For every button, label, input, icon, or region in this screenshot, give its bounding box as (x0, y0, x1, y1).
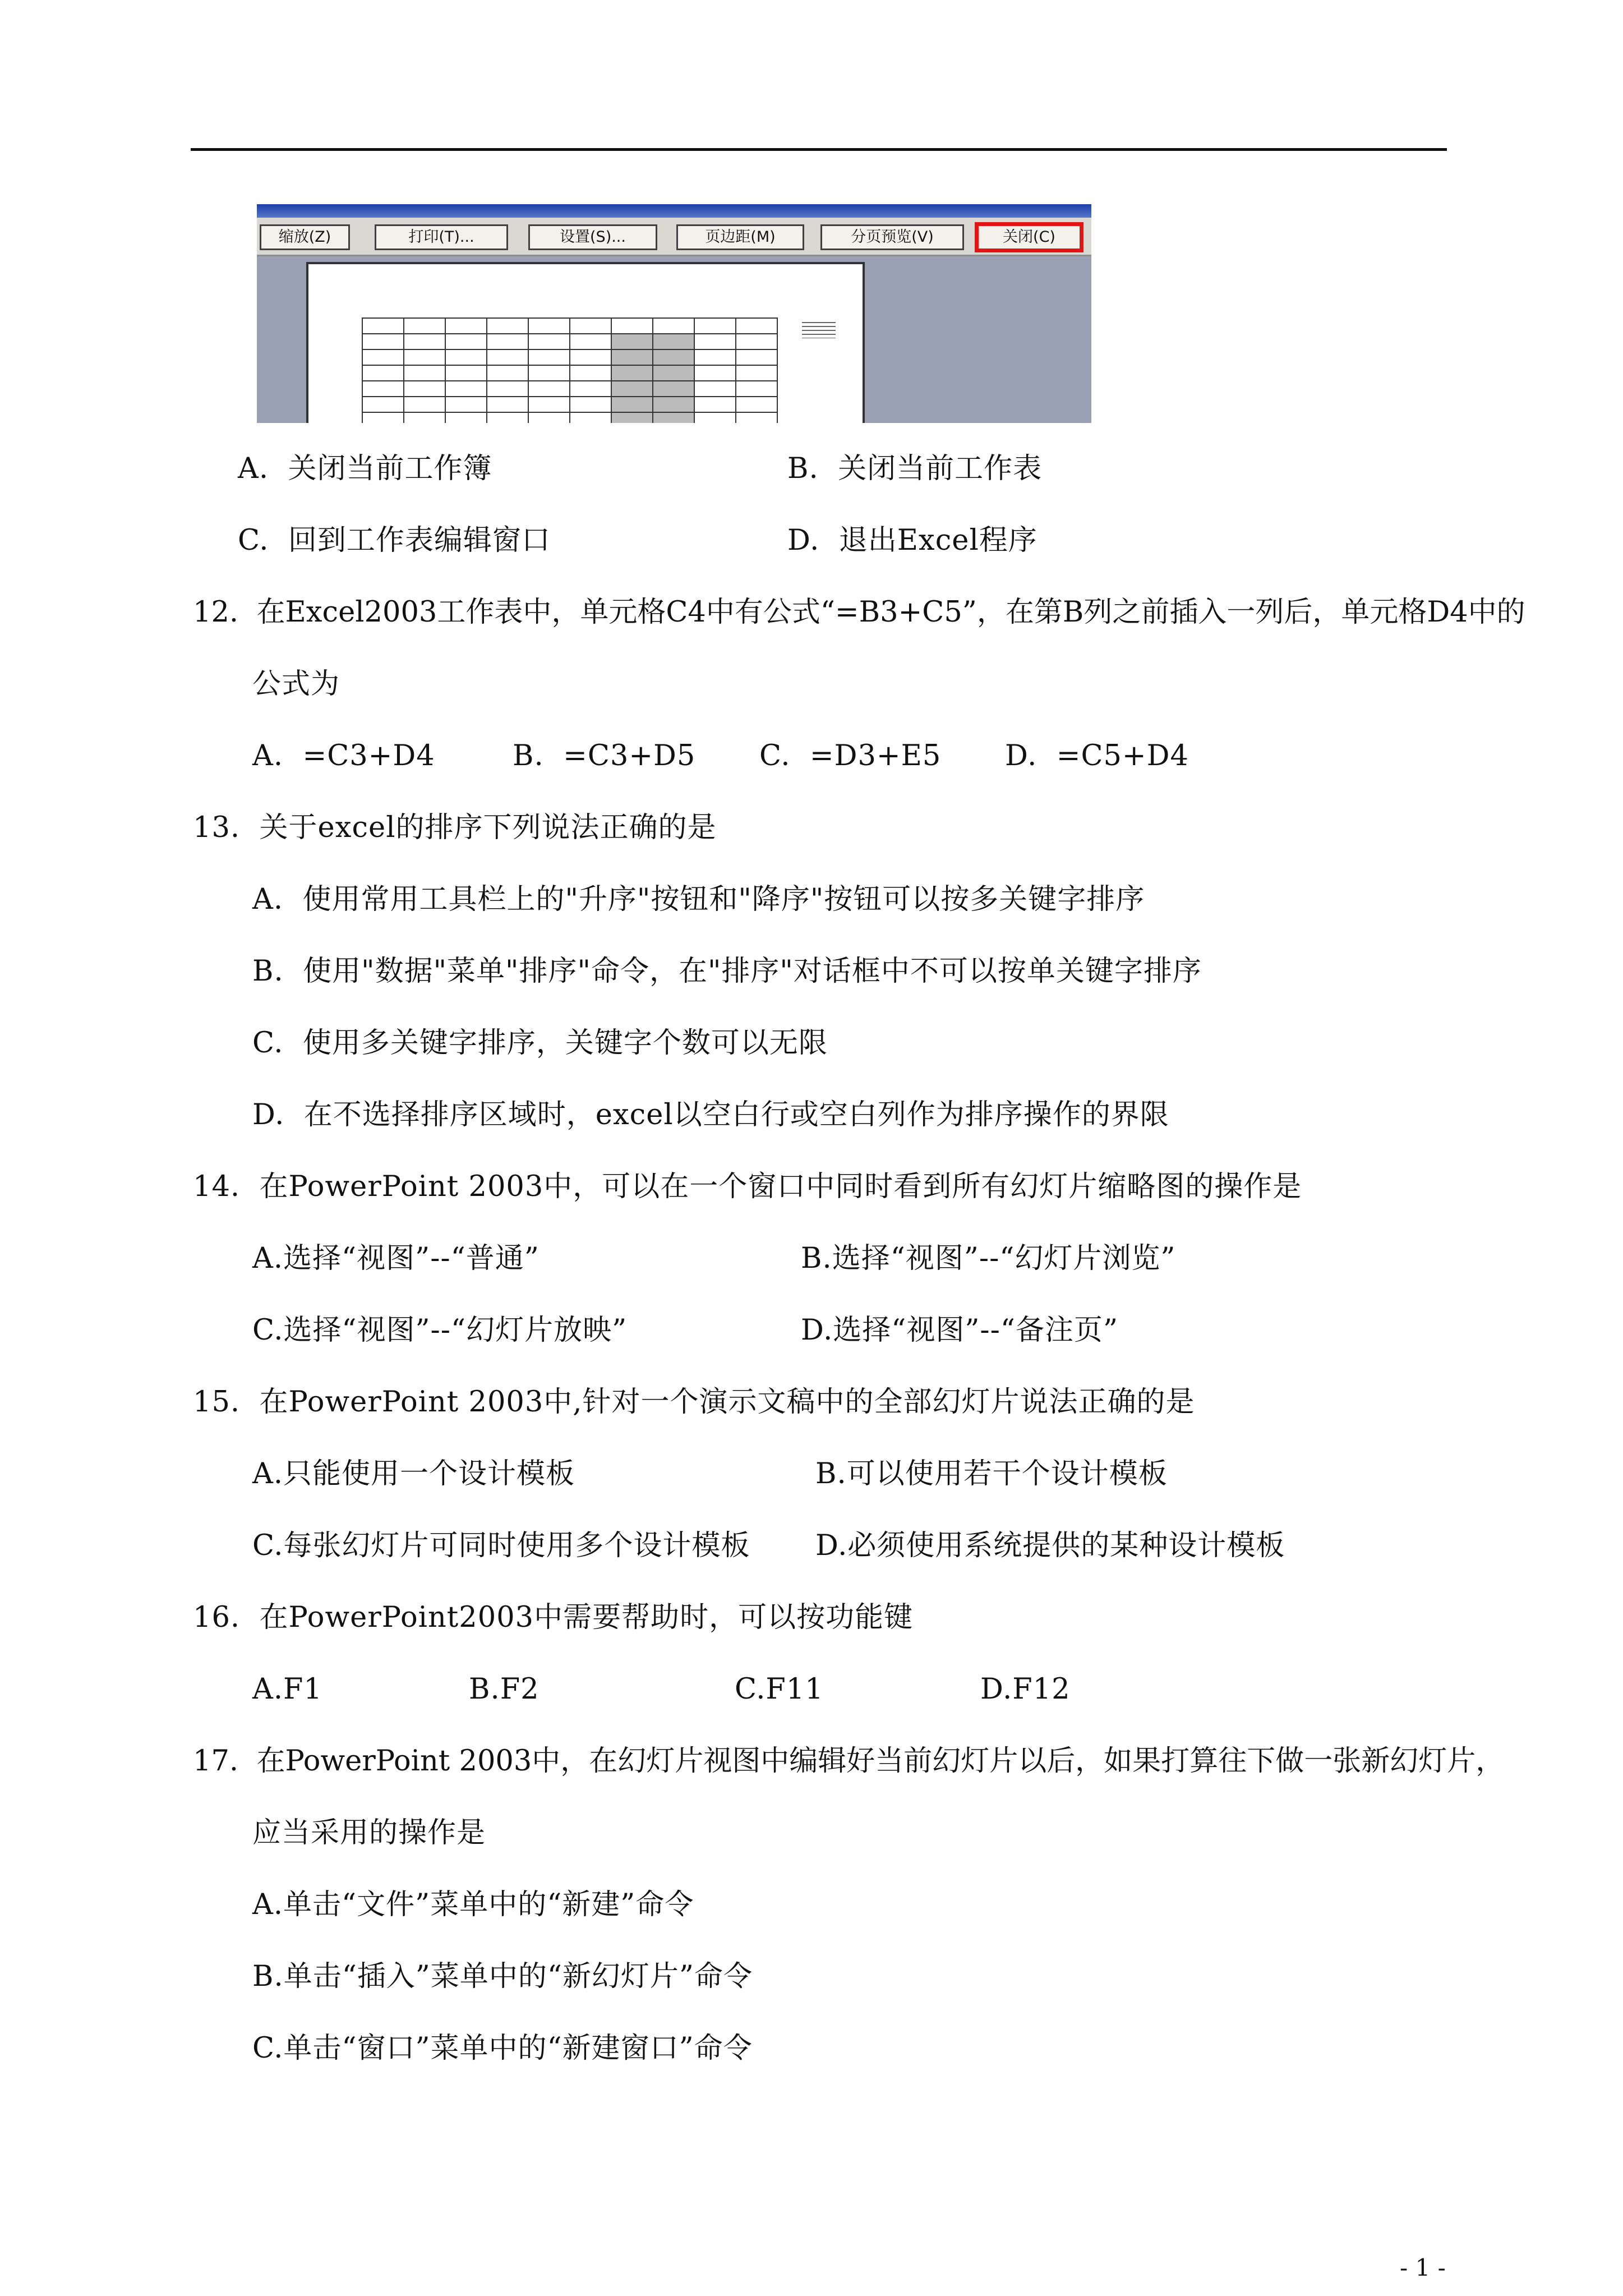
zoom-button[interactable]: 缩放(Z) (260, 224, 350, 250)
preview-page (306, 262, 865, 423)
preview-toolbar (257, 218, 1091, 256)
q16-option-a: A.F1 (252, 1673, 322, 1706)
q12-stem-line2: 公式为 (252, 668, 340, 701)
q12-option-a: A. =C3+D4 (252, 739, 435, 772)
setup-button[interactable]: 设置(S)... (528, 224, 657, 250)
q13-option-c: C. 使用多关键字排序，关键字个数可以无限 (252, 1027, 828, 1060)
preview-table (362, 318, 778, 423)
q17-option-b: B.单击“插入”菜单中的“新幻灯片”命令 (252, 1960, 753, 1993)
q12-option-b: B. =C3+D5 (513, 739, 696, 772)
q17-stem-line2: 应当采用的操作是 (252, 1816, 486, 1849)
q17-option-c: C.单击“窗口”菜单中的“新建窗口”命令 (252, 2032, 753, 2065)
q11-option-b: B. 关闭当前工作表 (787, 452, 1043, 485)
q12-stem-line1: 12. 在Excel2003工作表中，单元格C4中有公式“=B3+C5”，在第B列之前插入一列后，单元格D4中的 (193, 596, 1525, 629)
margins-button[interactable]: 页边距(M) (676, 224, 804, 250)
preview-title-bar (257, 204, 1091, 218)
q17-stem-line1: 17. 在PowerPoint 2003中，在幻灯片视图中编辑好当前幻灯片以后，如果打算往下做一张新幻灯片， (193, 1745, 1505, 1778)
q13-option-a: A. 使用常用工具栏上的"升序"按钮和"降序"按钮可以按多关键字排序 (252, 883, 1145, 916)
print-preview-screenshot (257, 204, 1091, 423)
page-break-preview-button[interactable]: 分页预览(V) (820, 224, 964, 250)
q14-option-d: D.选择“视图”--“备注页” (801, 1314, 1119, 1347)
q13-stem: 13. 关于excel的排序下列说法正确的是 (193, 811, 717, 844)
page-number: - 1 - (1400, 2254, 1446, 2281)
q16-option-d: D.F12 (980, 1673, 1071, 1706)
q15-stem: 15. 在PowerPoint 2003中,针对一个演示文稿中的全部幻灯片说法正确的是 (193, 1386, 1195, 1419)
q13-option-b: B. 使用"数据"菜单"排序"命令，在"排序"对话框中不可以按单关键字排序 (252, 955, 1202, 988)
q15-option-b: B.可以使用若干个设计模板 (815, 1457, 1168, 1490)
q15-option-d: D.必须使用系统提供的某种设计模板 (815, 1529, 1285, 1562)
close-button[interactable]: 关闭(C) (975, 222, 1083, 252)
q16-option-c: C.F11 (735, 1673, 824, 1706)
q12-option-c: C. =D3+E5 (759, 739, 942, 772)
preview-side-note (802, 319, 836, 338)
q14-option-c: C.选择“视图”--“幻灯片放映” (252, 1314, 628, 1347)
q14-option-a: A.选择“视图”--“普通” (252, 1242, 540, 1275)
q16-option-b: B.F2 (469, 1673, 540, 1706)
q13-option-d: D. 在不选择排序区域时，excel以空白行或空白列作为排序操作的界限 (252, 1098, 1169, 1131)
q12-option-d: D. =C5+D4 (1005, 739, 1189, 772)
q14-option-b: B.选择“视图”--“幻灯片浏览” (801, 1242, 1176, 1275)
print-button[interactable]: 打印(T)... (375, 224, 508, 250)
q11-option-a: A. 关闭当前工作簿 (238, 452, 492, 485)
q17-option-a: A.单击“文件”菜单中的“新建”命令 (252, 1888, 694, 1921)
q14-stem: 14. 在PowerPoint 2003中，可以在一个窗口中同时看到所有幻灯片缩略图的操作是 (193, 1170, 1302, 1203)
header-rule (191, 148, 1447, 151)
q15-option-c: C.每张幻灯片可同时使用多个设计模板 (252, 1529, 750, 1562)
q16-stem: 16. 在PowerPoint2003中需要帮助时，可以按功能键 (193, 1601, 914, 1634)
q15-option-a: A.只能使用一个设计模板 (252, 1457, 575, 1490)
q11-option-d: D. 退出Excel程序 (787, 524, 1038, 557)
q11-option-c: C. 回到工作表编辑窗口 (238, 524, 551, 557)
